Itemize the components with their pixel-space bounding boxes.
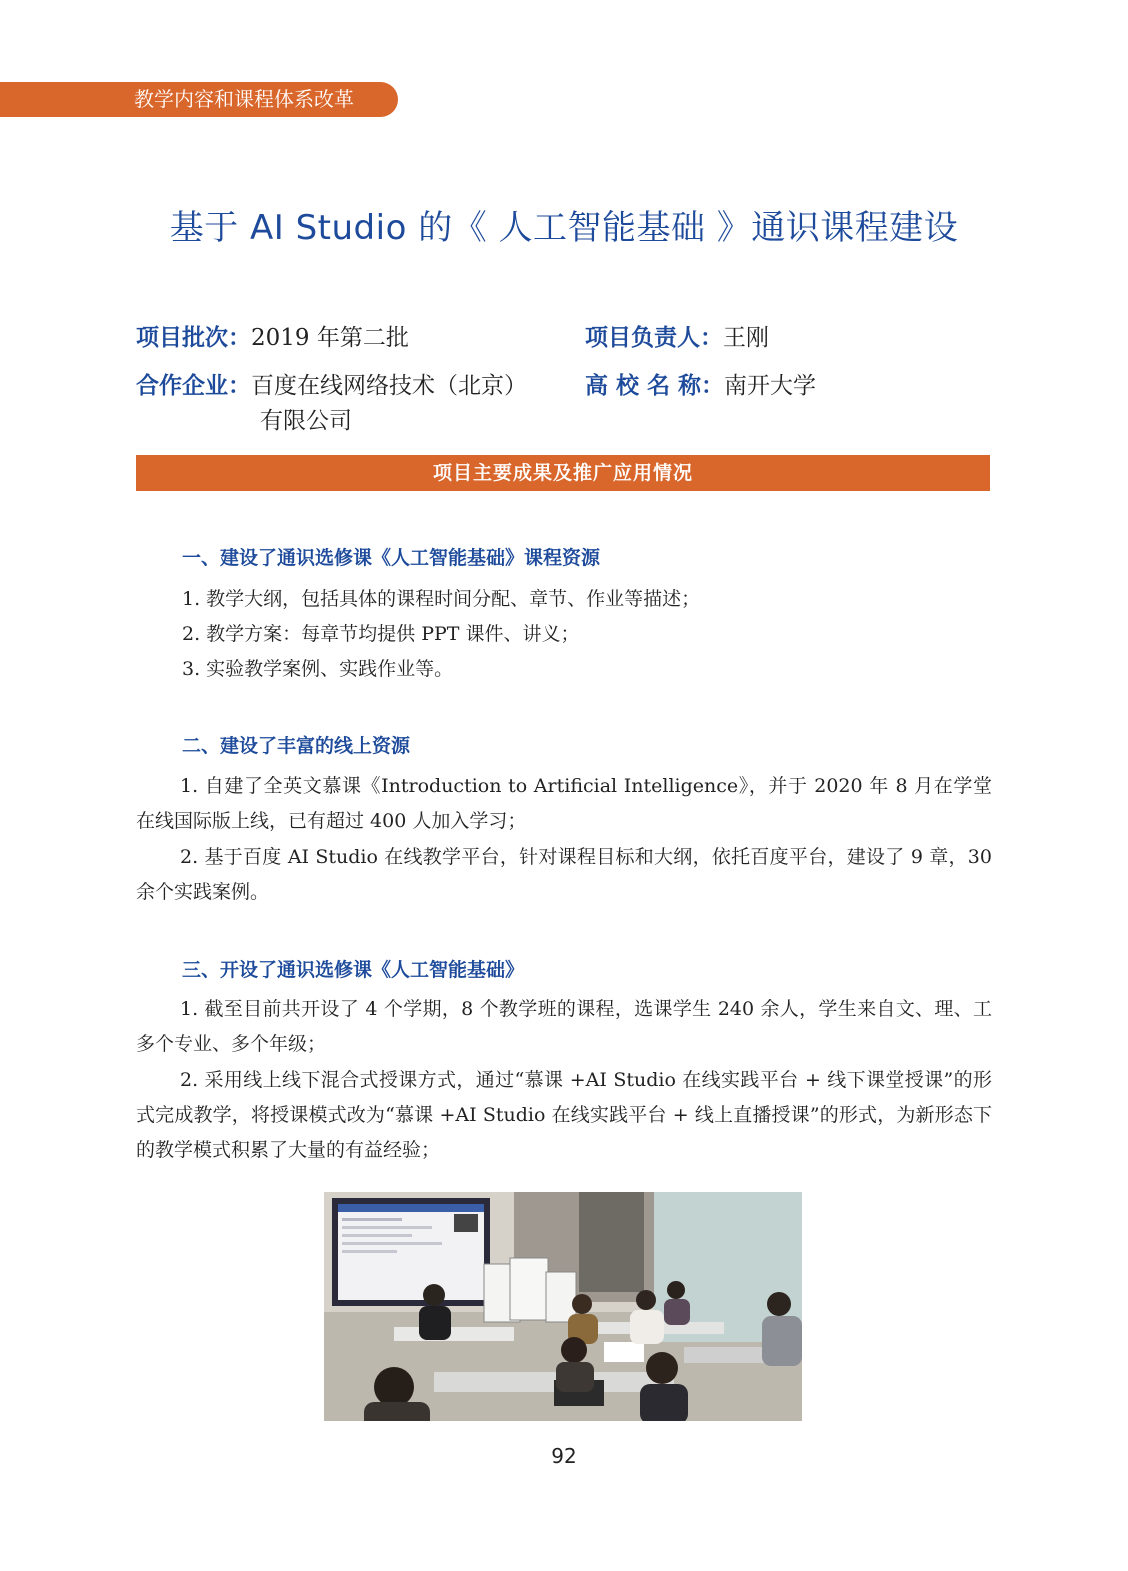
meta-company-cont: [260, 403, 352, 440]
section-header-tab: [0, 82, 398, 117]
section-2-paragraph: 2. 基于百度 AI Studio 在线教学平台，针对课程目标和大纲，依托百度平台，建设了 9 章，30 余个实践案例。: [136, 846, 992, 903]
meta-leader: [585, 320, 769, 357]
meta-school: [585, 368, 816, 405]
section-1-title: 一、建设了通识选修课《人工智能基础》课程资源: [182, 547, 601, 569]
section-2-title: 二、建设了丰富的线上资源: [182, 735, 411, 757]
company-value-line2: 有限公司: [260, 408, 352, 434]
section-1-item: 2. 教学方案：每章节均提供 PPT 课件、讲义；: [182, 623, 580, 645]
classroom-photo-illustration: [324, 1192, 802, 1421]
meta-batch: [136, 320, 409, 357]
section-3-paragraph: 1. 截至目前共开设了 4 个学期，8 个教学班的课程，选课学生 240 余人，学生来自文、理、工多个专业、多个年级；: [136, 998, 992, 1055]
section-header-label: 教学内容和课程体系改革: [134, 87, 354, 111]
section-1-item: 3. 实验教学案例、实践作业等。: [182, 658, 454, 680]
achievements-banner: 项目主要成果及推广应用情况: [136, 455, 990, 491]
classroom-photo: [324, 1192, 802, 1421]
section-3-title: 三、开设了通识选修课《人工智能基础》: [182, 959, 525, 981]
batch-value: 2019 年第二批: [251, 325, 409, 351]
school-value: 南开大学: [724, 373, 817, 399]
page-number: 92: [551, 1444, 577, 1468]
leader-value: 王刚: [723, 325, 769, 351]
company-value-line1: 百度在线网络技术（北京）: [251, 373, 527, 399]
leader-label: 项目负责人：: [585, 325, 723, 351]
meta-company: [136, 368, 527, 405]
section-2-paragraph: 1. 自建了全英文慕课《Introduction to Artificial Intelligence》，并于 2020 年 8 月在学堂在线国际版上线，已有超过 400 人加入学习；: [136, 775, 992, 832]
section-1-item: 1. 教学大纲，包括具体的课程时间分配、章节、作业等描述；: [182, 588, 701, 610]
section-3-paragraph: 2. 采用线上线下混合式授课方式，通过“慕课 +AI Studio 在线实践平台 + 线下课堂授课”的形式完成教学，将授课模式改为“慕课 +AI Studio 在线实践平台 + 线上直播授课”的形式，为新形态下的教学模式积累了大量的有益经验；: [136, 1069, 992, 1161]
company-label: 合作企业：: [136, 373, 251, 399]
school-label: 高 校 名 称：: [585, 373, 725, 399]
batch-label: 项目批次：: [136, 325, 251, 351]
page-title: 基于 AI Studio 的《 人工智能基础 》通识课程建设: [169, 208, 959, 248]
